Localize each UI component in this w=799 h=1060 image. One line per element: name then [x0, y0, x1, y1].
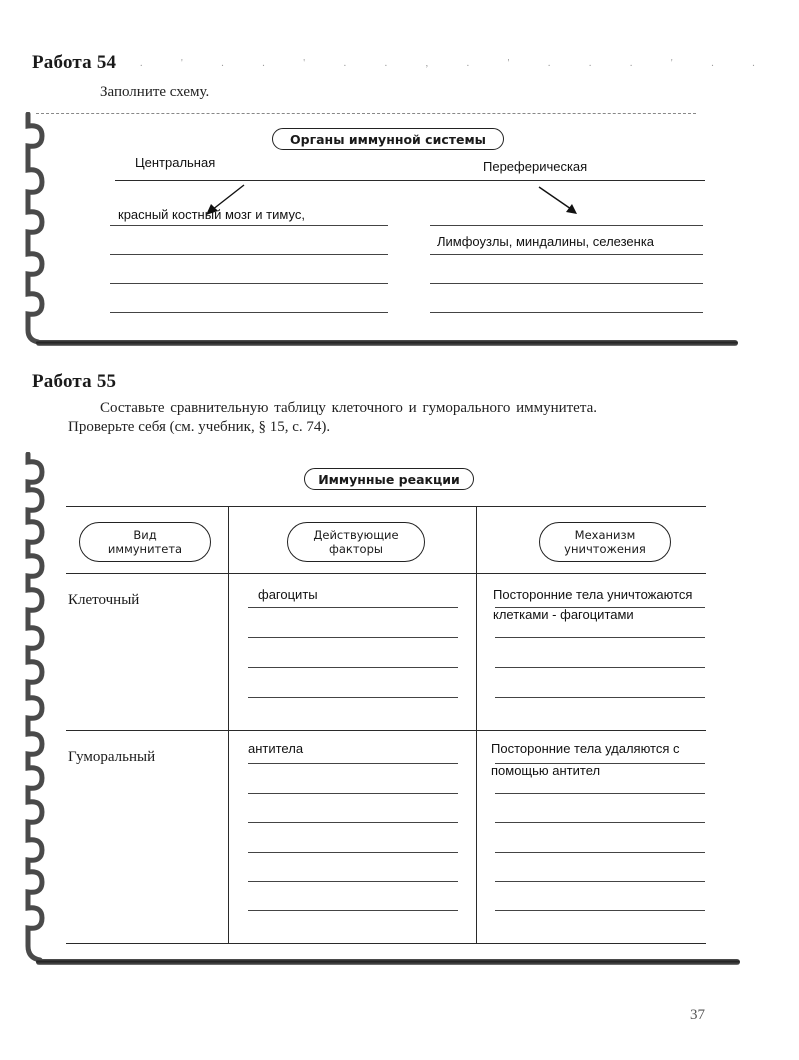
- humoral-factors-line-5[interactable]: [248, 881, 458, 882]
- humoral-mechanism-line-2[interactable]: [495, 793, 705, 794]
- humoral-mechanism-line-5[interactable]: [495, 881, 705, 882]
- humoral-factors-line-2[interactable]: [248, 793, 458, 794]
- work54-heading: Работа 54: [32, 52, 117, 73]
- central-line-1[interactable]: [110, 225, 388, 226]
- central-answer-1[interactable]: красный костный мозг и тимус,: [118, 207, 305, 222]
- frame-bottom-border: [36, 959, 740, 965]
- cellular-factors-line-2[interactable]: [248, 637, 458, 638]
- cellular-factors-line-4[interactable]: [248, 697, 458, 698]
- notebook-spiral-icon: [22, 112, 52, 352]
- central-line-3[interactable]: [110, 283, 388, 284]
- table-col-divider-2: [476, 506, 477, 943]
- column-header-acting-factors: Действующие факторы: [287, 522, 425, 562]
- humoral-mechanism-answer-line2[interactable]: помощью антител: [491, 763, 601, 778]
- scan-noise: . ' . . ' . . , . ' . . . ' . .: [140, 58, 773, 69]
- cellular-mechanism-answer-line1[interactable]: Посторонние тела уничтожаются: [493, 587, 693, 602]
- humoral-mechanism-line-3[interactable]: [495, 822, 705, 823]
- notebook-spiral-icon: [22, 452, 52, 972]
- table-col-divider-1: [228, 506, 229, 943]
- column-header-immunity-type: Вид иммунитета: [79, 522, 211, 562]
- cellular-mechanism-answer-line2[interactable]: клетками - фагоцитами: [493, 607, 634, 622]
- central-line-4[interactable]: [110, 312, 388, 313]
- work54-instruction: Заполните схему.: [100, 84, 210, 100]
- frame-bottom-border: [36, 340, 738, 346]
- diagram-divider: [115, 180, 705, 181]
- table-title: Иммунные реакции: [304, 468, 474, 490]
- peripheral-line-4[interactable]: [430, 312, 703, 313]
- work55-instruction-line1: Составьте сравнительную таблицу клеточного и гуморального иммунитета.: [100, 400, 597, 416]
- column-header-destruction-mechanism: Механизм уничтожения: [539, 522, 671, 562]
- humoral-mechanism-answer-line1[interactable]: Посторонние тела удаляются с: [491, 741, 680, 756]
- peripheral-answer-2[interactable]: Лимфоузлы, миндалины, селезенка: [437, 234, 655, 249]
- cellular-mechanism-line-4[interactable]: [495, 697, 705, 698]
- humoral-mechanism-line-4[interactable]: [495, 852, 705, 853]
- row-label-humoral: Гуморальный: [68, 749, 156, 765]
- cellular-mechanism-line-2[interactable]: [495, 637, 705, 638]
- table-header-bottom-line: [66, 573, 706, 574]
- diagram-title: Органы иммунной системы: [272, 128, 504, 150]
- table-row-divider: [66, 730, 706, 731]
- cellular-factors-answer[interactable]: фагоциты: [258, 587, 318, 602]
- humoral-factors-line-6[interactable]: [248, 910, 458, 911]
- work55-instruction-line2: Проверьте себя (см. учебник, § 15, с. 74).: [68, 419, 331, 435]
- humoral-mechanism-line-6[interactable]: [495, 910, 705, 911]
- peripheral-line-3[interactable]: [430, 283, 703, 284]
- work55-heading: Работа 55: [32, 371, 117, 392]
- branch-label-central: Центральная: [135, 155, 216, 170]
- table-bottom-line: [66, 943, 706, 944]
- humoral-factors-line-1[interactable]: [248, 763, 458, 764]
- page-number: 37: [690, 1007, 705, 1023]
- peripheral-line-1[interactable]: [430, 225, 703, 226]
- branch-label-peripheral: Переферическая: [483, 159, 588, 174]
- humoral-factors-line-4[interactable]: [248, 852, 458, 853]
- humoral-factors-answer[interactable]: антитела: [248, 741, 304, 756]
- row-label-cellular: Клеточный: [68, 592, 140, 608]
- humoral-factors-line-3[interactable]: [248, 822, 458, 823]
- table-top-line: [66, 506, 706, 507]
- frame-top-border: [36, 113, 696, 114]
- arrow-down-right-icon: [535, 184, 585, 220]
- peripheral-line-2[interactable]: [430, 254, 703, 255]
- central-line-2[interactable]: [110, 254, 388, 255]
- cellular-factors-line-3[interactable]: [248, 667, 458, 668]
- cellular-factors-line-1[interactable]: [248, 607, 458, 608]
- cellular-mechanism-line-3[interactable]: [495, 667, 705, 668]
